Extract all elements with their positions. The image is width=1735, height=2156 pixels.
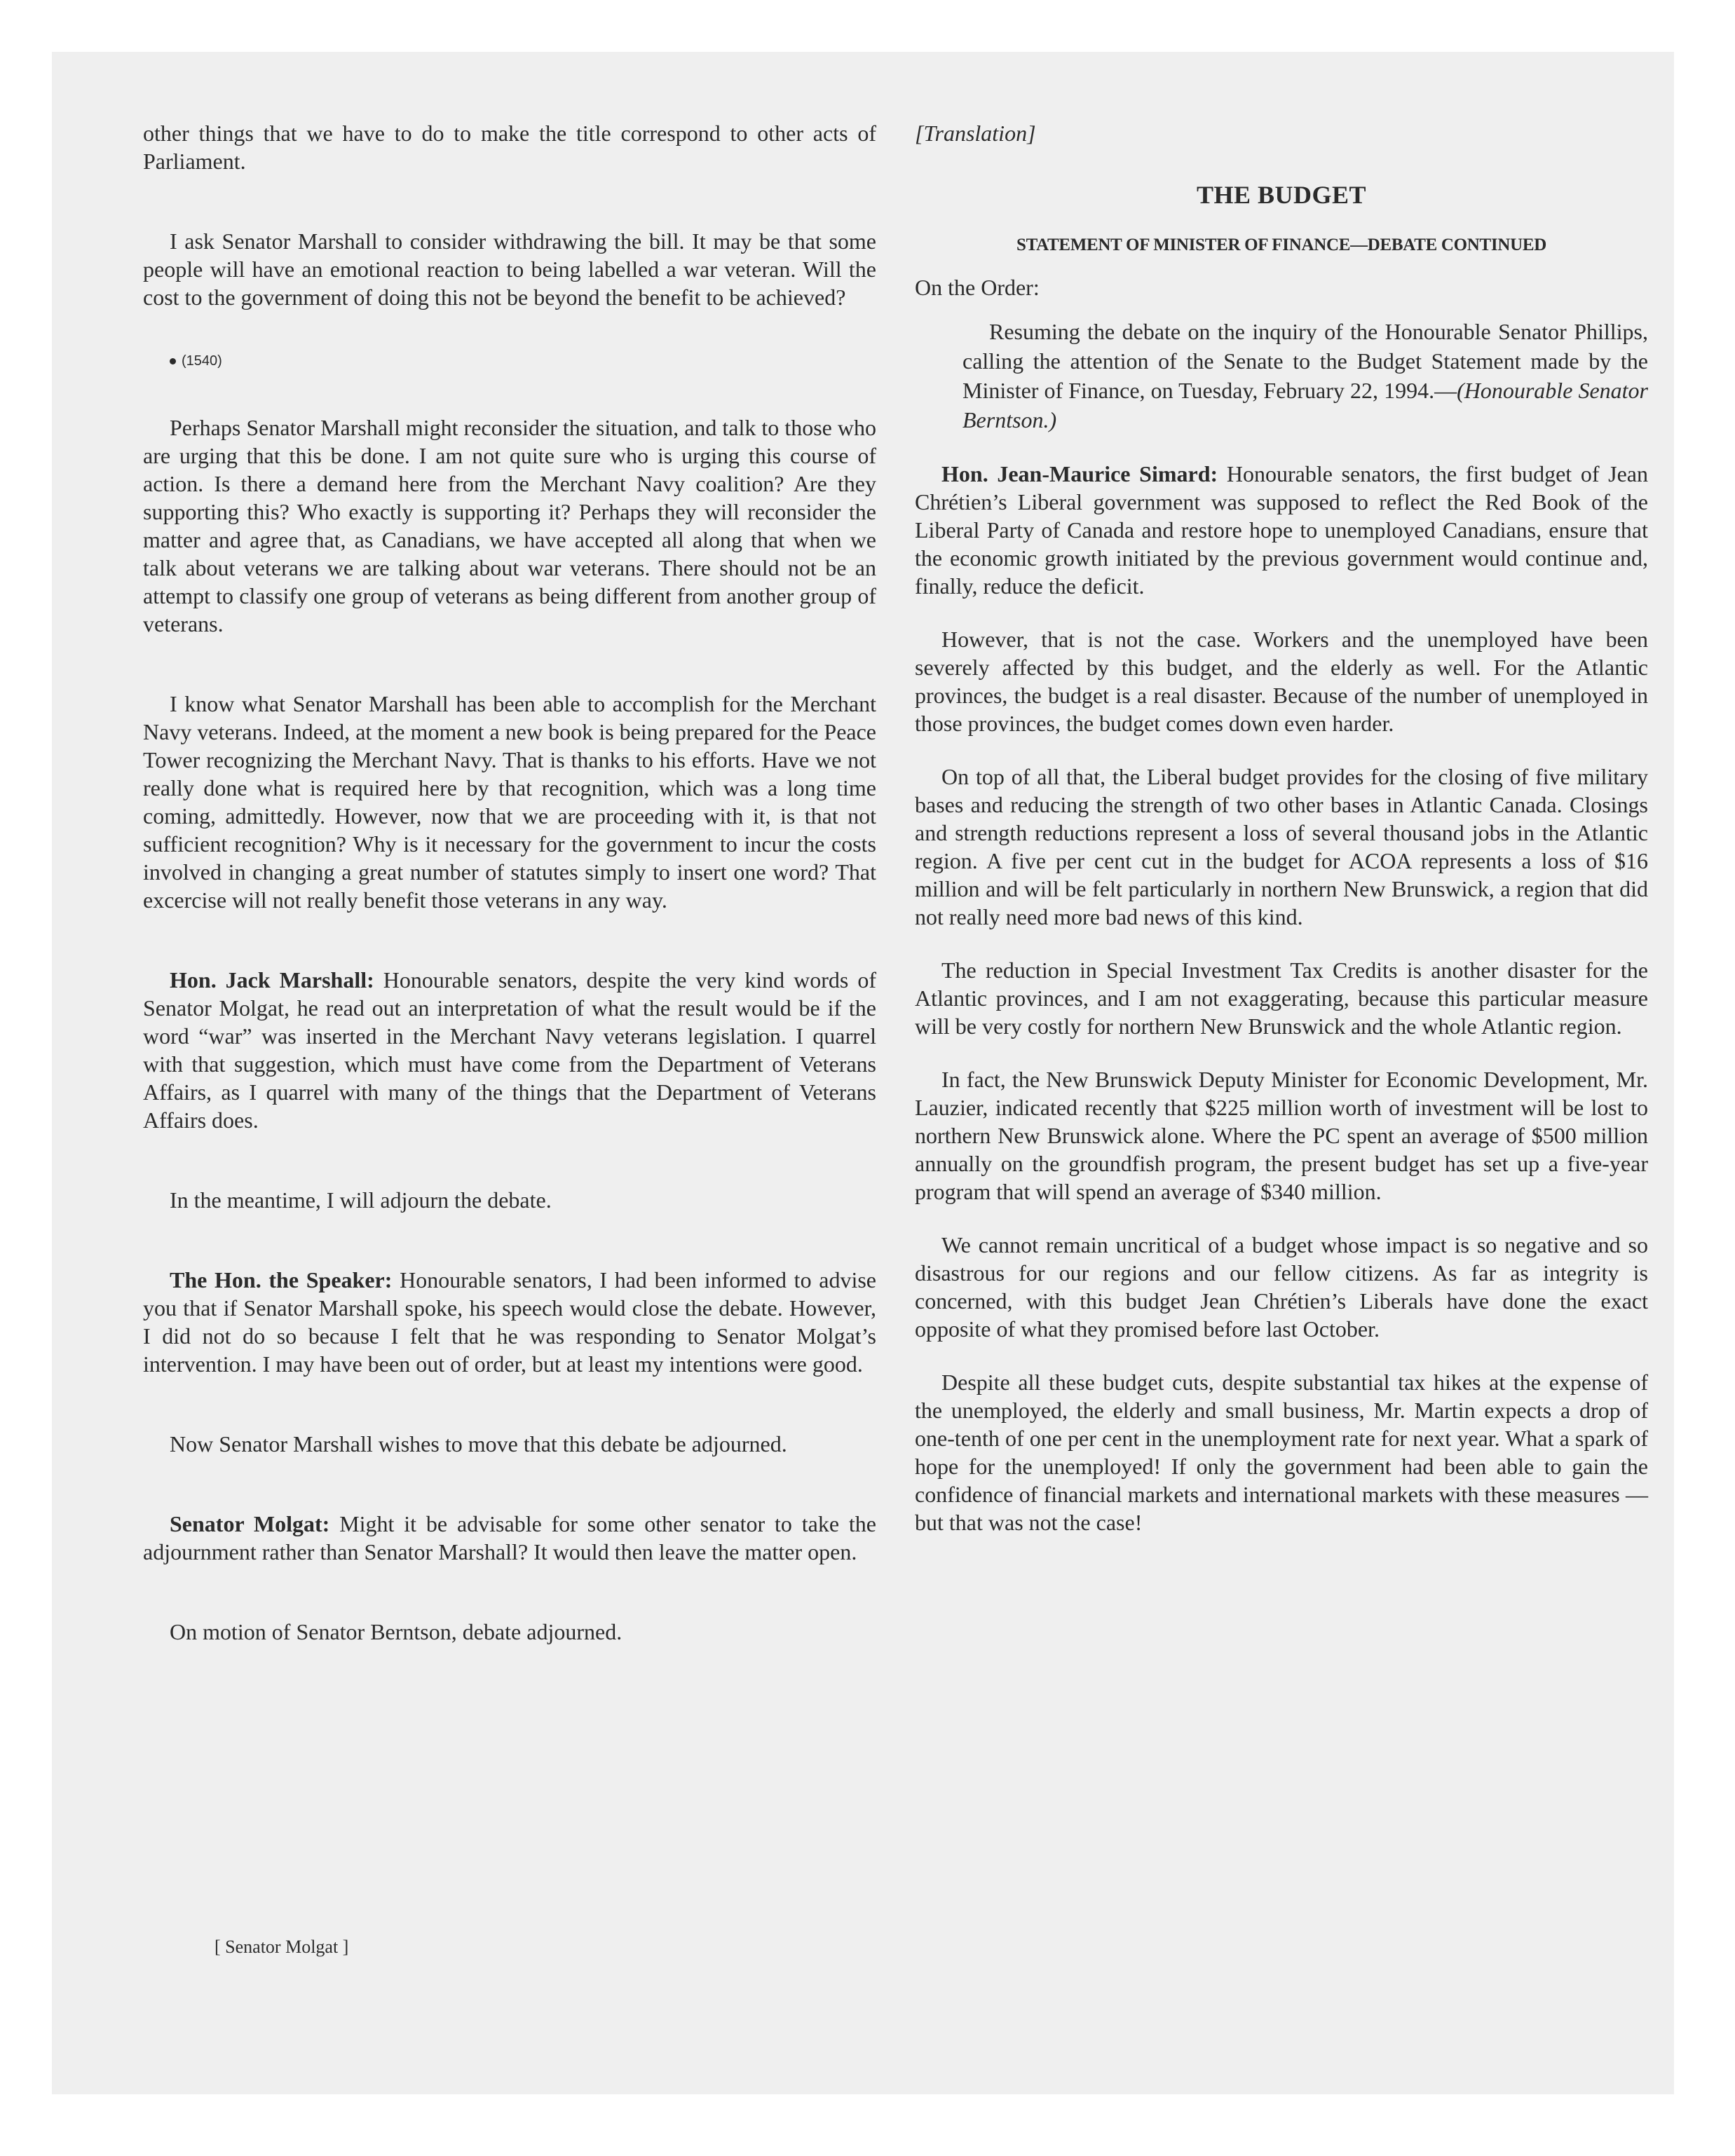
speech-text: Honourable senators, I had been informed to advise you that if Senator Marshall spoke, his speech would close the debate. However, I did not do so because I felt that he was responding to Senator Molgat’s intervention. I may have been out of order, but at least my intentions were good. [143,1267,877,1377]
paragraph: Perhaps Senator Marshall might reconsider the situation, and talk to those who are urging that this be done. I am not quite sure who is urging this course of action. Is there a demand here from the Merchant Navy coalition? Are they supporting this? Who exactly is supporting it? Perhaps they will reconsider the matter and agree that, as Canadians, we have accepted all along that when we talk about veterans we are talking about war veterans. There should not be an attempt to classify one group of veterans as being different from another group of veterans. [143,415,876,636]
speech-paragraph [143,1266,876,1378]
speech-text: Might it be advisable for some other senator to take the adjournment rather than Senator Marshall? It would then leave the matter open. [143,1511,877,1564]
right-column [915,119,1648,1536]
page-sheet [52,52,1674,2094]
paragraph: Now Senator Marshall wishes to move that this debate be adjourned. [170,1431,787,1456]
subsection-title: STATEMENT OF MINISTER OF FINANCE—DEBATE CONTINUED [1016,236,1546,254]
speech-text: Honourable senators, despite the very kind words of Senator Molgat, he read out an interpretation of what the result would be if the word “war” was inserted in the Merchant Navy veterans legislation. I quarrel with that suggestion, which must have come from the Department of Veterans Affairs, as I quarrel with many of the things that the Department of Veterans Affairs does. [143,967,877,1133]
time-marker-label: (1540) [182,353,222,369]
order-quote-attribution: (Honourable Senator Berntson.) [962,378,1649,432]
left-column [143,119,876,1646]
speech-paragraph [143,966,876,1134]
bullet-icon [170,358,176,364]
speaker-name: Senator Molgat: [170,1511,330,1536]
paragraph: However, that is not the case. Workers and the unemployed have been severely affected by this budget, and the elderly as well. For the Atlantic provinces, the budget is a real disaster. Because of the number of unemployed in those provinces, the budget comes down even harder. [915,627,1648,736]
paragraph: On motion of Senator Berntson, debate adjourned. [170,1619,622,1644]
paragraph: On top of all that, the Liberal budget provides for the closing of five military bases and reducing the strength of two other bases in Atlantic Canada. Closings and strength reductions represent a loss of several thousand jobs in the Atlantic region. A five per cent cut in the budget for ACOA represents a loss of $16 million and will be felt particularly in northern New Brunswick, a region that did not really need more bad news of this kind. [915,764,1648,929]
speaker-name: The Hon. the Speaker: [170,1267,393,1292]
speech-text: Honourable senators, the first budget of Jean Chrétien’s Liberal government was supposed to reflect the Red Book of the Liberal Party of Canada and restore hope to unemployed Canadians, ensure that the economic growth initiated by the previous government would continue and, finally, reduce the deficit. [915,461,1649,599]
order-label: On the Order: [915,275,1040,300]
running-head: [ Senator Molgat ] [215,1937,349,1957]
paragraph: I ask Senator Marshall to consider withdrawing the bill. It may be that some people will have an emotional reaction to being labelled a war veteran. Will the cost to the government of doing this not be beyond the benefit to be achieved? [143,228,876,310]
paragraph: I know what Senator Marshall has been able to accomplish for the Merchant Navy veterans. Indeed, at the moment a new book is being prepared for the Peace Tower recognizing the Merchant Navy. That is thanks to his efforts. Have we not really done what is required here by that recognition, which was a long time coming, admittedly. However, now that we are proceeding with it, is that not sufficient recognition? Why is it necessary for the government to incur the costs involved in changing a great number of statutes simply to insert one word? That excercise will not really benefit those veterans in any way. [143,691,876,913]
paragraph: other things that we have to do to make the title correspond to other acts of Parliament. [143,121,876,174]
paragraph: Despite all these budget cuts, despite substantial tax hikes at the expense of the unemployed, the elderly and small business, Mr. Martin expects a drop of one-tenth of one per cent in the unemployment rate for next year. What a spark of hope for the unemployed! If only the government had been able to gain the confidence of financial markets and international markets with these measures — but that was not the case! [915,1370,1648,1535]
paragraph: In fact, the New Brunswick Deputy Minister for Economic Development, Mr. Lauzier, indicated recently that $225 million worth of investment will be lost to northern New Brunswick alone. Where the PC spent an average of $500 million annually on the groundfish program, the present budget has set up a five-year program that will spend an average of $340 million. [915,1067,1648,1204]
speech-paragraph [915,460,1648,600]
paragraph: In the meantime, I will adjourn the debate. [170,1187,552,1213]
speaker-name: Hon. Jack Marshall: [170,967,374,992]
speaker-name: Hon. Jean-Maurice Simard: [941,461,1218,486]
time-marker [170,350,876,371]
paragraph: The reduction in Special Investment Tax Credits is another disaster for the Atlantic provinces, and I am not exaggerating, because this particular measure will be very costly for northern New Brunswick and the whole Atlantic region. [915,957,1648,1039]
section-title: THE BUDGET [1196,181,1367,209]
order-quote [962,317,1648,435]
order-quote-text: Resuming the debate on the inquiry of the Honourable Senator Phillips, calling the attention of the Senate to the Budget Statement made by the Minister of Finance, on Tuesday, February 22, 1994.— [962,319,1648,403]
paragraph: We cannot remain uncritical of a budget whose impact is so negative and so disastrous for our regions and our fellow citizens. As far as integrity is concerned, with this budget Jean Chrétien’s Liberals have done the exact opposite of what they promised before last October. [915,1232,1648,1342]
translation-note: [Translation] [915,121,1036,146]
speech-paragraph [143,1510,876,1566]
